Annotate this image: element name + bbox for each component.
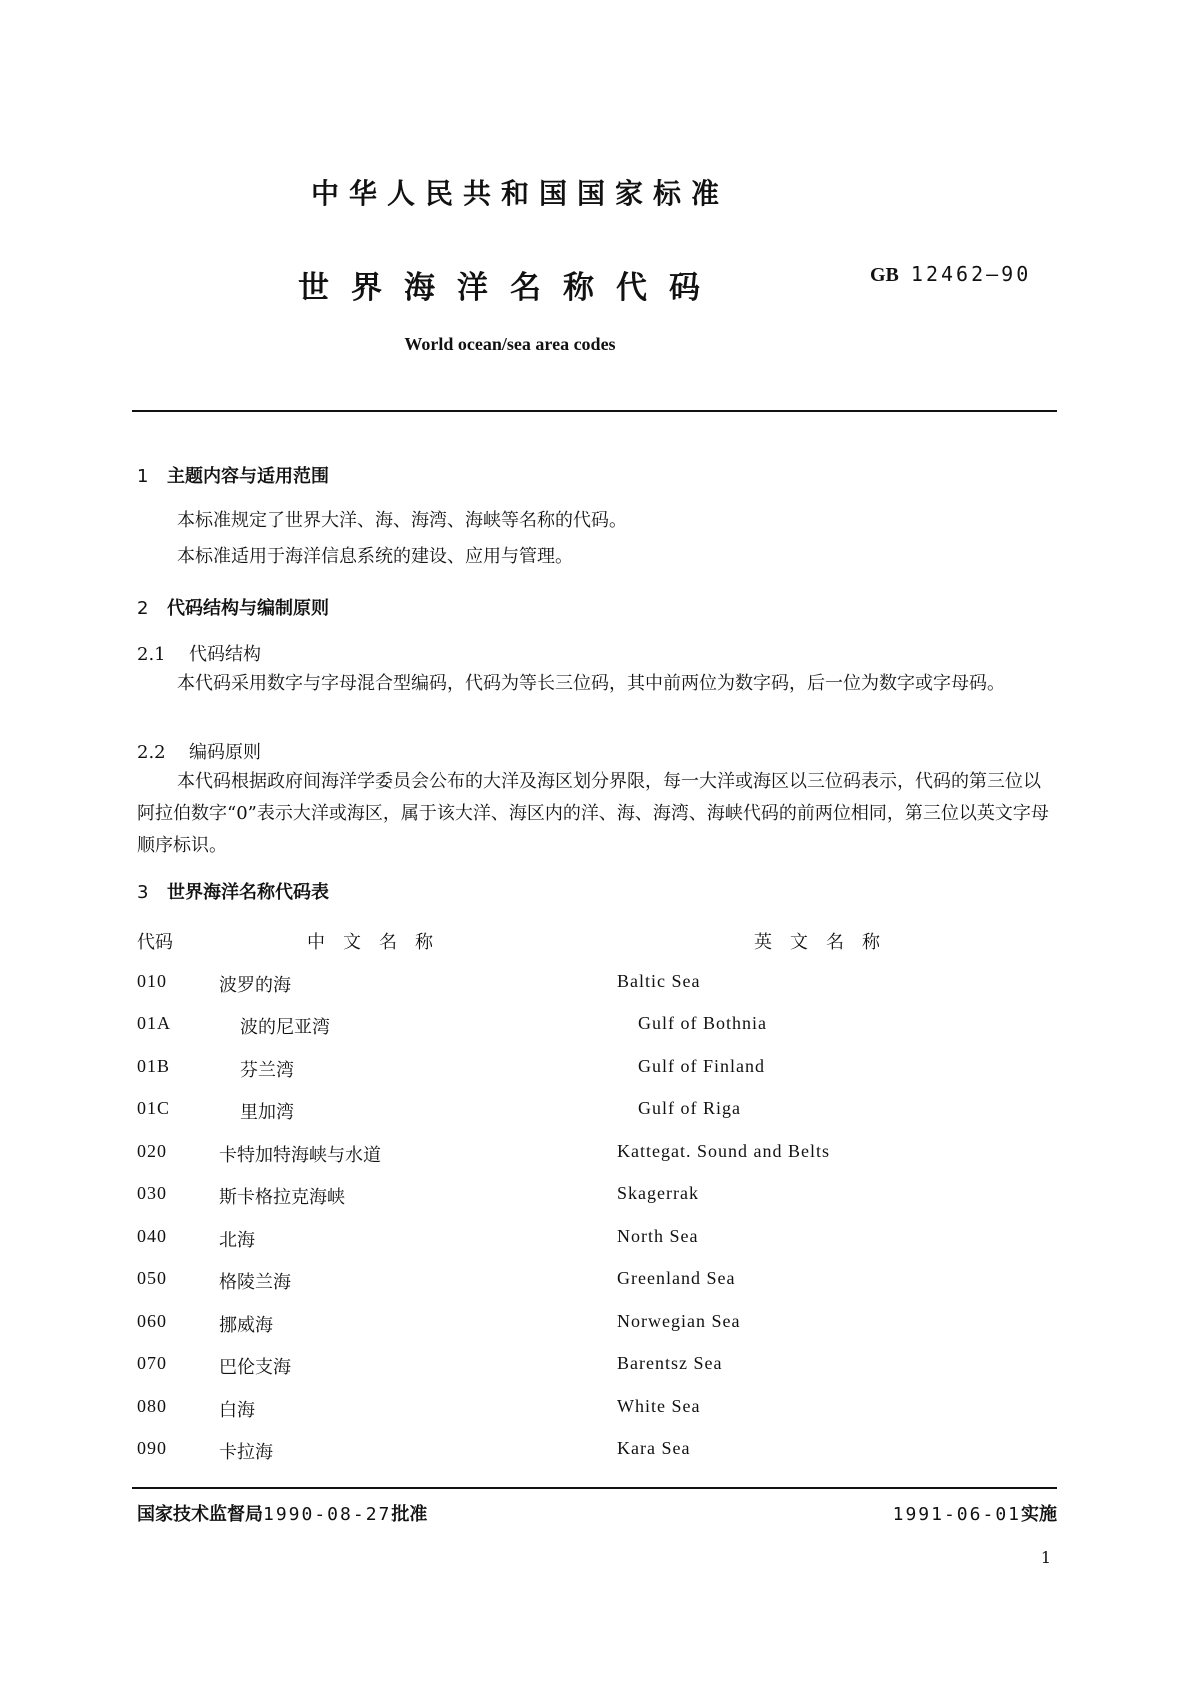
table-row bbox=[137, 1396, 1057, 1439]
header-chinese-name: 中文名称 bbox=[307, 932, 451, 953]
row-code: 040 bbox=[137, 1225, 167, 1246]
subsection-2-1-heading bbox=[137, 640, 261, 666]
row-english-name: Gulf of Riga bbox=[638, 1098, 741, 1118]
row-code: 020 bbox=[137, 1140, 167, 1161]
subsection-title: 代码结构 bbox=[189, 644, 261, 665]
ocean-code-table bbox=[137, 928, 1057, 1481]
row-chinese-name: 格陵兰海 bbox=[219, 1272, 291, 1293]
subsection-number: 2.2 bbox=[137, 742, 166, 763]
english-subtitle: World ocean/sea area codes bbox=[404, 334, 616, 354]
row-code: 01A bbox=[137, 1013, 171, 1033]
row-chinese-name: 巴伦支海 bbox=[219, 1357, 291, 1378]
table-row bbox=[137, 1056, 1057, 1099]
approval-line bbox=[137, 1500, 427, 1526]
subsection-2-1-text: 本代码采用数字与字母混合型编码，代码为等长三位码，其中前两位为数字码，后一位为数字或字母码。 bbox=[177, 673, 1005, 694]
footer-rule bbox=[132, 1487, 1057, 1489]
table-header-row bbox=[137, 928, 1057, 971]
approved-by: 国家技术监督局 bbox=[137, 1504, 263, 1525]
row-english-name: Gulf of Bothnia bbox=[638, 1013, 767, 1033]
section-number: 3 bbox=[137, 882, 149, 903]
row-code: 01B bbox=[137, 1055, 171, 1076]
row-chinese-name: 北海 bbox=[219, 1229, 255, 1251]
subsection-2-2-heading bbox=[137, 738, 261, 764]
section-title: 主题内容与适用范围 bbox=[167, 466, 329, 487]
section-title: 代码结构与编制原则 bbox=[167, 598, 329, 619]
row-chinese-name: 芬兰湾 bbox=[240, 1059, 294, 1081]
effective-suffix: 实施 bbox=[1021, 1504, 1057, 1525]
row-code: 070 bbox=[137, 1353, 167, 1373]
document-title: 世界海洋名称代码 bbox=[298, 270, 722, 306]
section-2-heading bbox=[137, 594, 329, 620]
table-row bbox=[137, 1226, 1057, 1269]
header-rule bbox=[132, 410, 1057, 412]
row-chinese-name: 波罗的海 bbox=[219, 974, 291, 996]
effective-line bbox=[893, 1500, 1057, 1526]
row-english-name: Kara Sea bbox=[617, 1438, 691, 1458]
subsection-title: 编码原则 bbox=[189, 742, 261, 763]
table-row bbox=[137, 1141, 1057, 1184]
section-3-heading bbox=[137, 878, 329, 904]
row-english-name: North Sea bbox=[617, 1225, 699, 1246]
row-english-name: White Sea bbox=[617, 1395, 701, 1416]
row-chinese-name: 挪威海 bbox=[219, 1314, 273, 1336]
national-standard-heading: 中华人民共和国国家标准 bbox=[310, 177, 729, 210]
table-row bbox=[137, 1311, 1057, 1354]
row-english-name: Skagerrak bbox=[617, 1183, 699, 1203]
table-row bbox=[137, 971, 1057, 1014]
section-number: 2 bbox=[137, 598, 149, 619]
section-number: 1 bbox=[137, 466, 149, 487]
row-code: 090 bbox=[137, 1438, 167, 1458]
table-row bbox=[137, 1013, 1057, 1056]
section-1-para-1: 本标准规定了世界大洋、海、海湾、海峡等名称的代码。 bbox=[177, 510, 627, 531]
table-row bbox=[137, 1438, 1057, 1481]
row-chinese-name: 卡拉海 bbox=[219, 1442, 273, 1463]
subsection-number: 2.1 bbox=[137, 644, 166, 665]
row-english-name: Barentsz Sea bbox=[617, 1353, 723, 1373]
row-code: 060 bbox=[137, 1310, 167, 1331]
row-code: 030 bbox=[137, 1183, 167, 1203]
row-english-name: Greenland Sea bbox=[617, 1268, 736, 1288]
row-code: 010 bbox=[137, 970, 167, 991]
page-number: 1 bbox=[1040, 1548, 1051, 1567]
gb-prefix: GB bbox=[870, 264, 899, 286]
section-title: 世界海洋名称代码表 bbox=[167, 882, 329, 903]
table-row bbox=[137, 1098, 1057, 1141]
row-english-name: Gulf of Finland bbox=[638, 1055, 765, 1076]
approved-suffix: 批准 bbox=[391, 1504, 428, 1525]
header-code: 代码 bbox=[137, 932, 173, 953]
row-chinese-name: 卡特加特海峡与水道 bbox=[219, 1144, 381, 1166]
row-chinese-name: 波的尼亚湾 bbox=[240, 1017, 330, 1038]
row-chinese-name: 里加湾 bbox=[240, 1102, 294, 1123]
row-english-name: Baltic Sea bbox=[617, 970, 701, 991]
subsection-2-2-text: 本代码根据政府间海洋学委员会公布的大洋及海区划分界限，每一大洋或海区以三位码表示，代码的第三位以阿拉伯数字“0”表示大洋或海区，属于该大洋、海区内的洋、海、海湾、海峡代码的前两位相同，第三位以英文字母顺序标识。 bbox=[137, 771, 1049, 856]
table-row bbox=[137, 1353, 1057, 1396]
header-english-name: 英文名称 bbox=[754, 932, 898, 953]
row-code: 050 bbox=[137, 1268, 167, 1288]
row-english-name: Kattegat. Sound and Belts bbox=[617, 1140, 830, 1161]
row-code: 080 bbox=[137, 1395, 167, 1416]
row-chinese-name: 白海 bbox=[219, 1399, 255, 1421]
section-1-para-2: 本标准适用于海洋信息系统的建设、应用与管理。 bbox=[177, 546, 573, 567]
gb-code bbox=[870, 262, 1031, 287]
section-1-heading bbox=[137, 462, 329, 488]
gb-number: 12462—90 bbox=[910, 262, 1032, 286]
row-chinese-name: 斯卡格拉克海峡 bbox=[219, 1187, 345, 1208]
effective-date: 1991-06-01 bbox=[892, 1504, 1021, 1525]
row-code: 01C bbox=[137, 1098, 171, 1118]
row-english-name: Norwegian Sea bbox=[617, 1310, 741, 1331]
table-row bbox=[137, 1268, 1057, 1311]
approved-date: 1990-08-27 bbox=[263, 1504, 392, 1525]
table-row bbox=[137, 1183, 1057, 1226]
